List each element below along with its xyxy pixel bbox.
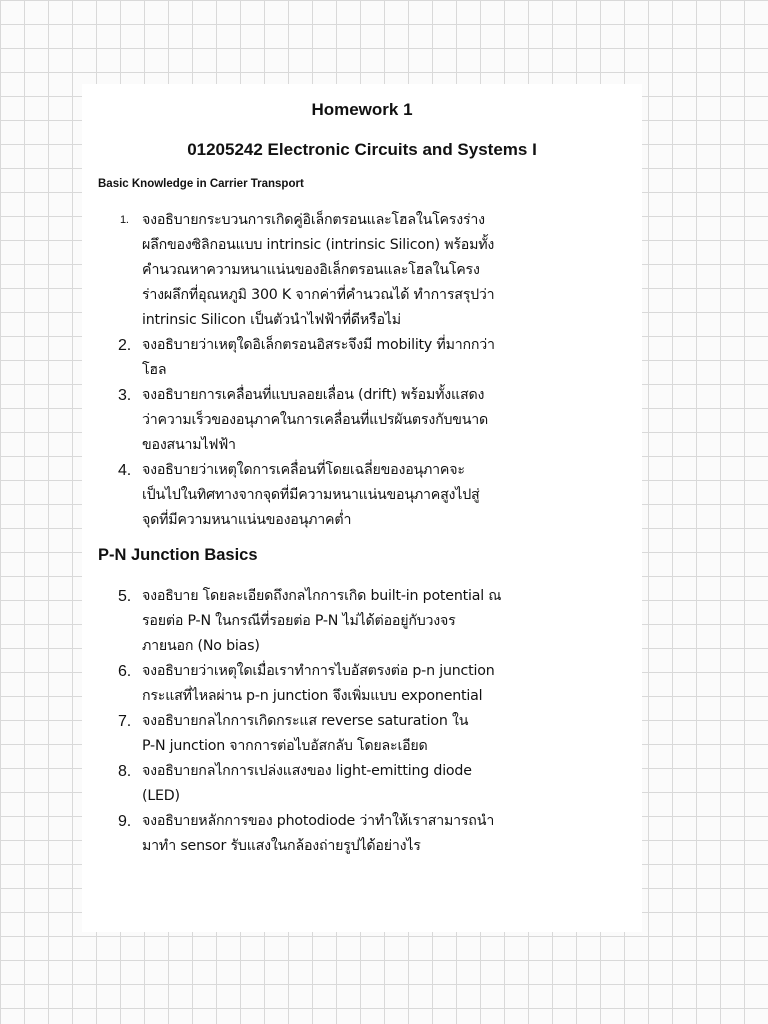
question-text-line: ของสนามไฟฟ้า	[142, 437, 236, 453]
question-7	[118, 709, 610, 759]
homework-sheet	[82, 84, 642, 932]
question-text-line: กระแสที่ไหลผ่าน p-n junction จึงเพิ่มแบบ exponential	[142, 688, 483, 704]
question-text-line: จุดที่มีความหนาแน่นของอนุภาคต่ำ	[142, 512, 352, 528]
question-3	[118, 383, 610, 458]
question-9	[118, 809, 610, 859]
question-text-line: ว่าความเร็วของอนุภาคในการเคลื่อนที่แปรผันตรงกับขนาด	[142, 412, 489, 428]
question-number: 6.	[118, 663, 131, 680]
question-text-line: จงอธิบาย โดยละเอียดถึงกลไกการเกิด built-in potential ณ	[142, 588, 502, 604]
question-number: 2.	[118, 337, 131, 354]
question-text-line: โฮล	[142, 362, 167, 378]
question-list-carrier-transport	[118, 208, 610, 533]
question-6	[118, 659, 610, 709]
question-number: 9.	[118, 813, 131, 830]
question-text-line: P-N junction จากการต่อไบอัสกลับ โดยละเอียด	[142, 738, 428, 754]
question-text-line: คำนวณหาความหนาแน่นของอิเล็กตรอนและโฮลในโครง	[142, 262, 480, 278]
question-text-line: จงอธิบายกลไกการเกิดกระแส reverse saturation ใน	[142, 713, 469, 729]
question-text-line: (LED)	[142, 788, 180, 804]
question-text-line: มาทำ sensor รับแสงในกล้องถ่ายรูปได้อย่างไร	[142, 838, 421, 854]
question-text-line: จงอธิบายกระบวนการเกิดคู่อิเล็กตรอนและโฮลในโครงร่าง	[142, 212, 485, 228]
question-1	[118, 208, 610, 333]
question-text-line: รอยต่อ P-N ในกรณีที่รอยต่อ P-N ไม่ได้ต่ออยู่กับวงจร	[142, 613, 456, 629]
question-text-line: เป็นไปในทิศทางจากจุดที่มีความหนาแน่นขอนุภาคสูงไปสู่	[142, 487, 480, 503]
question-text-line: ภายนอก (No bias)	[142, 638, 260, 654]
question-number: 3.	[118, 387, 131, 404]
section-heading-pn-junction: P-N Junction Basics	[98, 546, 258, 564]
section-heading-carrier-transport: Basic Knowledge in Carrier Transport	[98, 178, 304, 190]
question-text-line: จงอธิบายกลไกการเปล่งแสงของ light-emitting diode	[142, 763, 472, 779]
question-text-line: จงอธิบายการเคลื่อนที่แบบลอยเลื่อน (drift) พร้อมทั้งแสดง	[142, 387, 485, 403]
question-5	[118, 584, 610, 659]
question-text-line: จงอธิบายว่าเหตุใดอิเล็กตรอนอิสระจึงมี mobility ที่มากกว่า	[142, 337, 495, 353]
question-text-line: ร่างผลึกที่อุณหภูมิ 300 K จากค่าที่คำนวณได้ ทำการสรุปว่า	[142, 287, 495, 303]
question-list-pn-junction	[118, 584, 610, 859]
question-text-line: จงอธิบายหลักการของ photodiode ว่าทำให้เราสามารถนำ	[142, 813, 495, 829]
question-text-line: intrinsic Silicon เป็นตัวนำไฟฟ้าที่ดีหรือไม่	[142, 312, 401, 328]
question-number: 4.	[118, 462, 131, 479]
homework-title: Homework 1	[311, 100, 413, 119]
question-2	[118, 333, 610, 383]
question-number: 1.	[120, 214, 129, 226]
question-number: 7.	[118, 713, 131, 730]
question-text-line: จงอธิบายว่าเหตุใดเมื่อเราทำการไบอัสตรงต่อ p-n junction	[142, 663, 495, 679]
question-text-line: จงอธิบายว่าเหตุใดการเคลื่อนที่โดยเฉลี่ยของอนุภาคจะ	[142, 462, 465, 478]
question-number: 8.	[118, 763, 131, 780]
question-4	[118, 458, 610, 533]
course-title: 01205242 Electronic Circuits and Systems I	[187, 140, 537, 159]
question-8	[118, 759, 610, 809]
question-number: 5.	[118, 588, 131, 605]
question-text-line: ผลึกของซิลิกอนแบบ intrinsic (intrinsic Silicon) พร้อมทั้ง	[142, 237, 495, 253]
